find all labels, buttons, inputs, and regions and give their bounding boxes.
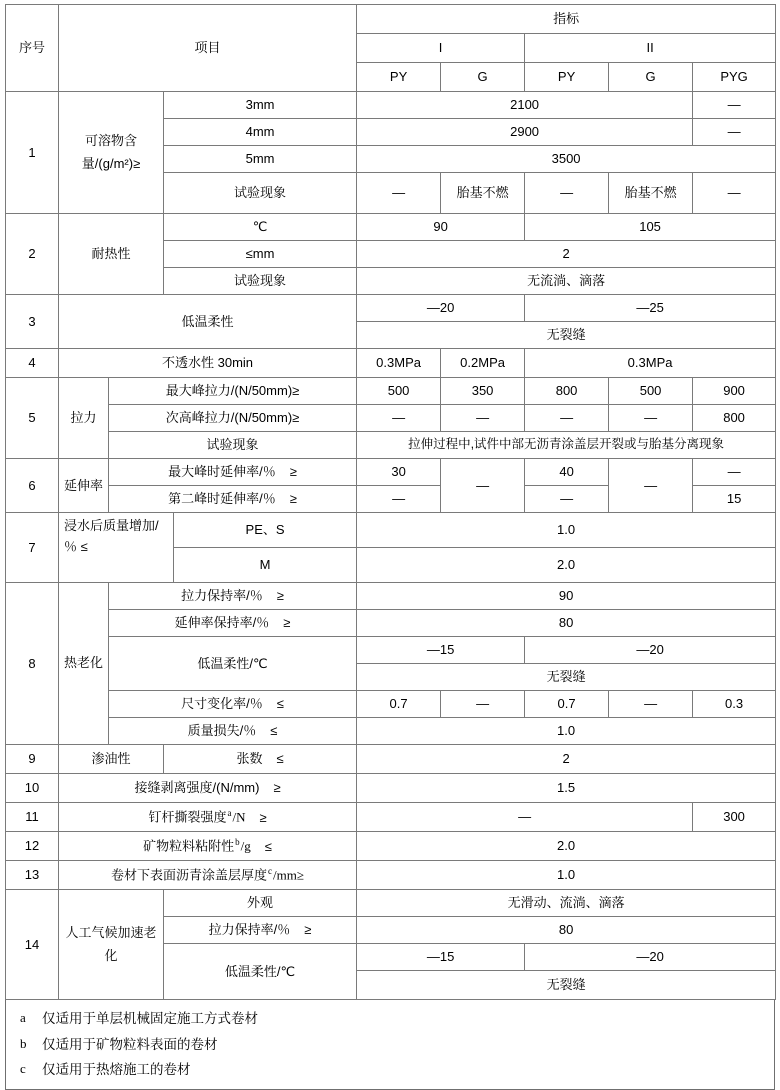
cell-value: — <box>609 459 693 513</box>
table-row <box>6 803 776 832</box>
cell-value: 15 <box>693 486 776 513</box>
cell-value: 500 <box>357 378 441 405</box>
cell-value: 80 <box>357 917 776 944</box>
sub-label: 低温柔性/℃ <box>109 637 357 691</box>
table-row <box>6 637 776 664</box>
cell-value: 无滑动、流淌、滴落 <box>357 890 776 917</box>
table-row <box>6 890 776 917</box>
row-item-label: 延伸率 <box>59 459 109 513</box>
sub-label: 张数 ≤ <box>164 745 357 774</box>
row-item-label: 可溶物含量/(g/m²)≥ <box>59 92 164 214</box>
cell-value: 350 <box>441 378 525 405</box>
header-type-g-1: G <box>441 63 525 92</box>
cell-value: —20 <box>525 637 776 664</box>
sub-label: M <box>174 548 357 583</box>
cell-value: 40 <box>525 459 609 486</box>
cell-value: 无裂缝 <box>357 971 776 1000</box>
footnote-text-b: 仅适用于矿物粒料表面的卷材 <box>42 1036 218 1052</box>
footnote-ref-c: c <box>268 866 273 877</box>
row-item-label: 不透水性 30min <box>59 349 357 378</box>
sub-label: 拉力保持率/％ ≥ <box>164 917 357 944</box>
cell-value: 胎基不燃 <box>441 173 525 214</box>
table-row <box>6 832 776 861</box>
sub-label: 试验现象 <box>164 268 357 295</box>
row-item-label: 矿物粒料粘附性$^b$/g ≤ <box>59 832 357 861</box>
cell-value: 300 <box>693 803 776 832</box>
footnote-mark-a: a <box>20 1010 26 1025</box>
cell-value: — <box>357 405 441 432</box>
table-row <box>6 745 776 774</box>
cell-value: 0.7 <box>525 691 609 718</box>
cell-value: — <box>609 691 693 718</box>
header-type-py-2: PY <box>525 63 609 92</box>
cell-value: 拉伸过程中,试件中部无沥青涂盖层开裂或与胎基分离现象 <box>357 432 776 459</box>
row-no: 4 <box>6 349 59 378</box>
cell-value: — <box>525 173 609 214</box>
row-item-label: 耐热性 <box>59 214 164 295</box>
header-seq: 序号 <box>6 5 59 92</box>
header-item: 项目 <box>59 5 357 92</box>
header-indicator: 指标 <box>357 5 776 34</box>
cell-value: —25 <box>525 295 776 322</box>
cell-value: 800 <box>693 405 776 432</box>
row-item-label: 浸水后质量增加/％ ≤ <box>59 513 174 583</box>
header-row-1 <box>6 5 776 34</box>
sub-label: 低温柔性/℃ <box>164 944 357 1000</box>
cell-value: — <box>357 173 441 214</box>
cell-value: 0.3MPa <box>525 349 776 378</box>
row-no: 12 <box>6 832 59 861</box>
cell-value: — <box>441 691 525 718</box>
cell-value: 90 <box>357 214 525 241</box>
footnote-text-a: 仅适用于单层机械固定施工方式卷材 <box>42 1011 258 1026</box>
sub-label: 第二峰时延伸率/％ ≥ <box>109 486 357 513</box>
row-no: 8 <box>6 583 59 745</box>
table-row <box>6 378 776 405</box>
row-no: 6 <box>6 459 59 513</box>
row-item-label: 低温柔性 <box>59 295 357 349</box>
row-no: 7 <box>6 513 59 583</box>
header-type-pyg: PYG <box>693 63 776 92</box>
cell-value: 500 <box>609 378 693 405</box>
cell-value: —15 <box>357 637 525 664</box>
footnote-row <box>6 1032 774 1058</box>
cell-value: 2.0 <box>357 548 776 583</box>
footnote-ref-b: b <box>235 837 240 848</box>
sub-label: 最大峰时延伸率/％ ≥ <box>109 459 357 486</box>
cell-value: — <box>693 173 776 214</box>
table-row <box>6 432 776 459</box>
sub-label: 拉力保持率/％ ≥ <box>109 583 357 610</box>
cell-value: 80 <box>357 610 776 637</box>
header-grade-1: I <box>357 34 525 63</box>
table-row <box>6 691 776 718</box>
cell-value: — <box>441 405 525 432</box>
sub-label: 最大峰拉力/(N/50mm)≥ <box>109 378 357 405</box>
table-row <box>6 92 776 119</box>
cell-value: 0.3 <box>693 691 776 718</box>
cell-value: 900 <box>693 378 776 405</box>
row-no: 1 <box>6 92 59 214</box>
table-row <box>6 774 776 803</box>
cell-value: 2900 <box>357 119 693 146</box>
cell-value: 2 <box>357 241 776 268</box>
cell-value: 0.3MPa <box>357 349 441 378</box>
cell-value: 1.0 <box>357 718 776 745</box>
footnote-row <box>6 1006 774 1032</box>
row-no: 3 <box>6 295 59 349</box>
cell-value: — <box>693 459 776 486</box>
cell-value: — <box>441 459 525 513</box>
sub-label: 试验现象 <box>164 173 357 214</box>
row-no: 5 <box>6 378 59 459</box>
cell-value: — <box>357 803 693 832</box>
sub-label: 外观 <box>164 890 357 917</box>
table-row <box>6 459 776 486</box>
table-row <box>6 349 776 378</box>
cell-value: 1.0 <box>357 513 776 548</box>
cell-value: — <box>525 405 609 432</box>
sub-label: 延伸率保持率/％ ≥ <box>109 610 357 637</box>
cell-value: 3500 <box>357 146 776 173</box>
cell-value: 无流淌、滴落 <box>357 268 776 295</box>
cell-value: — <box>609 405 693 432</box>
footnote-row <box>6 1057 774 1083</box>
cell-value: 无裂缝 <box>357 664 776 691</box>
footnote-text-c: 仅适用于热熔施工的卷材 <box>42 1062 191 1078</box>
row-no: 14 <box>6 890 59 1000</box>
row-no: 10 <box>6 774 59 803</box>
sub-label: 尺寸变化率/％ ≤ <box>109 691 357 718</box>
cell-value: 1.5 <box>357 774 776 803</box>
table-row <box>6 610 776 637</box>
cell-value: 2.0 <box>357 832 776 861</box>
footnote-mark-b: b <box>20 1035 27 1051</box>
sub-label: 4mm <box>164 119 357 146</box>
cell-value: 90 <box>357 583 776 610</box>
sub-label: 3mm <box>164 92 357 119</box>
sub-label: 质量损失/％ ≤ <box>109 718 357 745</box>
sub-label: PE、S <box>174 513 357 548</box>
row-no: 11 <box>6 803 59 832</box>
row-item-label: 拉力 <box>59 378 109 459</box>
cell-value: 1.0 <box>357 861 776 890</box>
table-row <box>6 861 776 890</box>
sub-label: 试验现象 <box>109 432 357 459</box>
cell-value: —20 <box>357 295 525 322</box>
footnote-ref-a: a <box>227 808 232 819</box>
table-row <box>6 214 776 241</box>
table-row <box>6 718 776 745</box>
table-row <box>6 583 776 610</box>
performance-requirements-table <box>5 4 776 1000</box>
cell-value: 无裂缝 <box>357 322 776 349</box>
cell-value: 105 <box>525 214 776 241</box>
cell-value: 胎基不燃 <box>609 173 693 214</box>
table-row <box>6 405 776 432</box>
cell-value: 0.7 <box>357 691 441 718</box>
row-item-label: 热老化 <box>59 583 109 745</box>
row-item-label: 接缝剥离强度/(N/mm) ≥ <box>59 774 357 803</box>
header-type-py-1: PY <box>357 63 441 92</box>
table-row <box>6 513 776 548</box>
cell-value: 800 <box>525 378 609 405</box>
footnotes-block <box>5 1000 775 1090</box>
cell-value: — <box>693 92 776 119</box>
row-item-label: 卷材下表面沥青涂盖层厚度$^c$/mm≥ <box>59 861 357 890</box>
header-type-g-2: G <box>609 63 693 92</box>
cell-value: 0.2MPa <box>441 349 525 378</box>
cell-value: 2 <box>357 745 776 774</box>
cell-value: —20 <box>525 944 776 971</box>
cell-value: — <box>357 486 441 513</box>
row-item-label: 钉杆撕裂强度$^a$/N ≥ <box>59 803 357 832</box>
cell-value: — <box>525 486 609 513</box>
header-grade-2: II <box>525 34 776 63</box>
sub-label: 5mm <box>164 146 357 173</box>
cell-value: —15 <box>357 944 525 971</box>
cell-value: — <box>693 119 776 146</box>
row-no: 13 <box>6 861 59 890</box>
sub-label: 次高峰拉力/(N/50mm)≥ <box>109 405 357 432</box>
cell-value: 2100 <box>357 92 693 119</box>
row-item-label: 人工气候加速老化 <box>59 890 164 1000</box>
row-item-label: 渗油性 <box>59 745 164 774</box>
cell-value: 30 <box>357 459 441 486</box>
row-no: 2 <box>6 214 59 295</box>
sub-label: ≤mm <box>164 241 357 268</box>
table-row <box>6 295 776 322</box>
row-no: 9 <box>6 745 59 774</box>
footnote-mark-c: c <box>20 1061 26 1077</box>
sub-label: ℃ <box>164 214 357 241</box>
